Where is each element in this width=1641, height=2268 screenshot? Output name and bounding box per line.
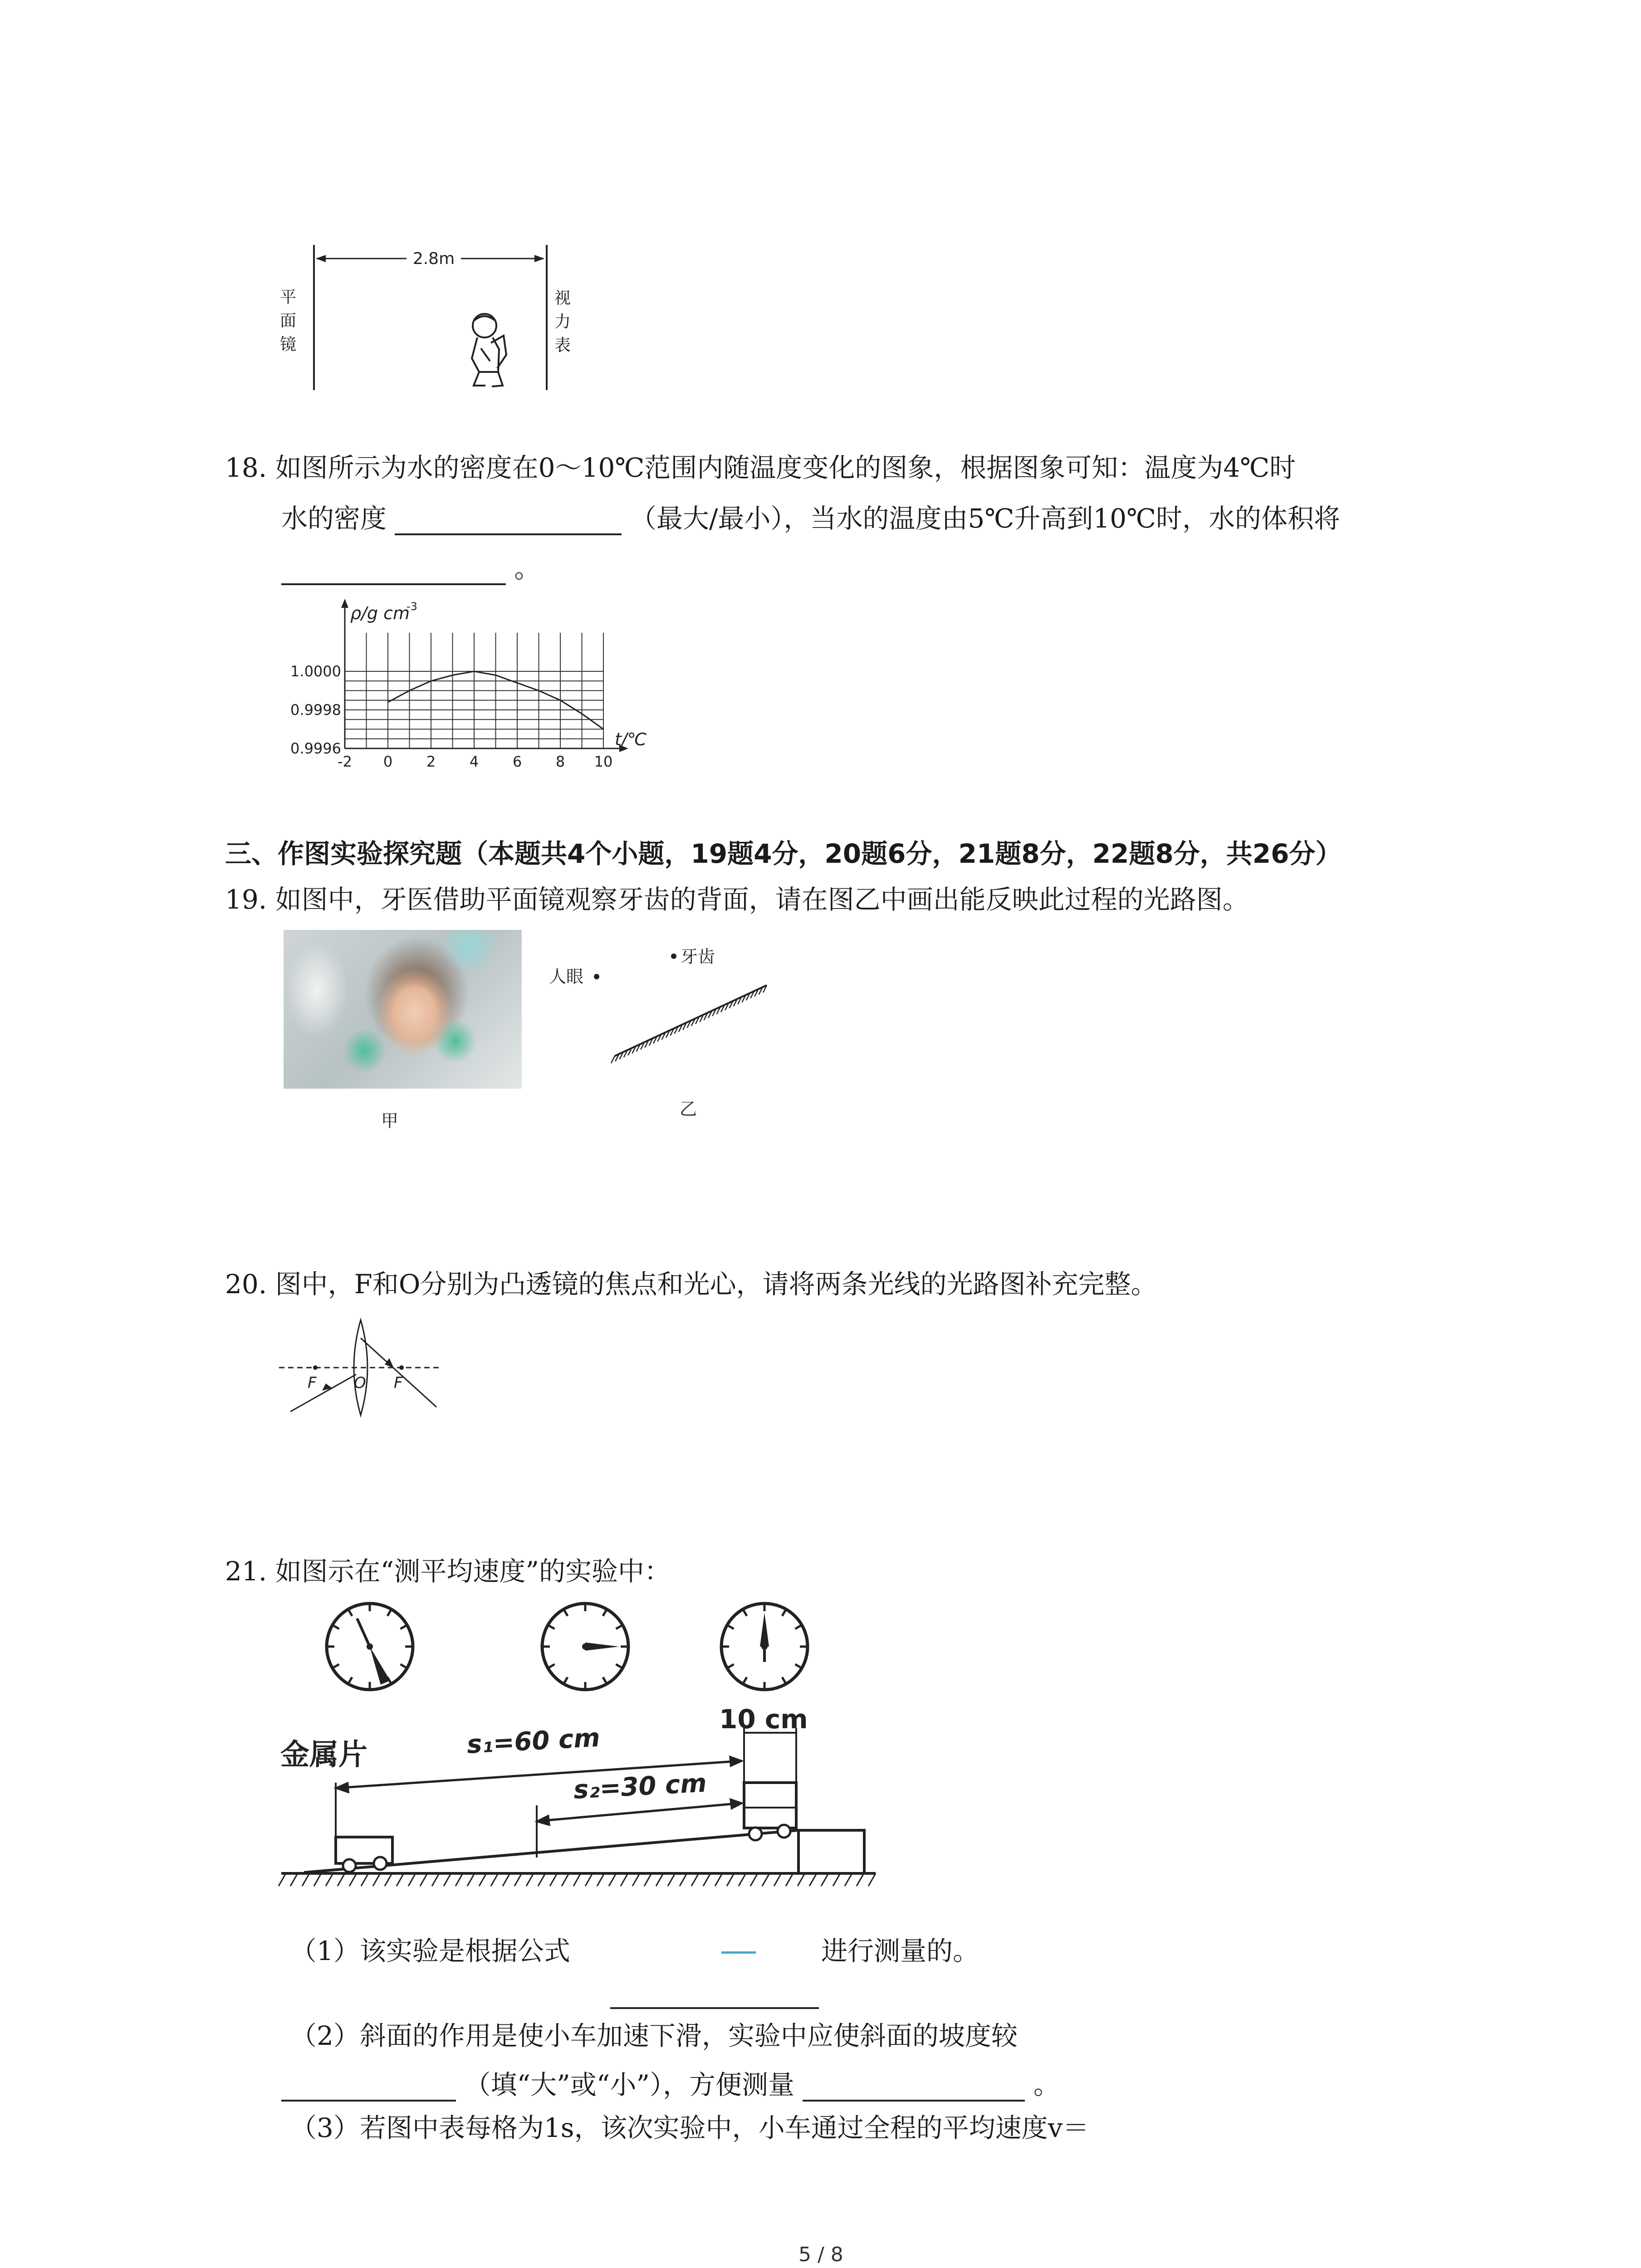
q21-part1-a: （1）该实验是根据公式 [290,1936,570,1966]
ray-arrow-1 [385,1358,394,1368]
y-axis-arrow [341,599,348,608]
eye-point [594,974,599,979]
stopwatch-icon [327,1603,413,1690]
mirror-label-char: 面 [279,312,296,330]
s1-label: s₁=60 cm [466,1723,601,1760]
label-f-right: F [394,1374,403,1392]
q18-line3 [281,552,540,585]
distance-label: 2.8m [412,249,455,268]
mirror-label-char: 平 [279,288,296,307]
formula-fraction-bar [721,1951,756,1954]
page-number: 5 / 8 [798,2243,843,2266]
eye-chart-label [551,287,574,357]
stopwatch-icon [542,1603,628,1690]
density-chart-svg [272,587,658,778]
s1-arrow-right-head [729,1755,744,1767]
q18-line2 [281,502,1340,535]
q21-part2-line2-a: （填“大”或“小”），方便测量 [464,2069,795,2100]
incline-svg [277,1592,889,1901]
eye-chart-label-char: 视 [554,289,571,308]
arrow-head-right [534,255,544,262]
mirror-label-char: 镜 [279,335,296,354]
q18-line3-end: 。 [514,553,541,584]
y-tick-label: 0.9996 [290,740,341,757]
q21-part2-line2-end: 。 [1033,2069,1060,2100]
q19-caption-b: 乙 [680,1099,697,1116]
ray-through-focus [361,1338,436,1407]
person-icon [472,314,506,386]
metal-piece-label: 金属片 [280,1738,367,1772]
focus-left [313,1365,318,1370]
density-chart [272,587,658,778]
arrow-head-left [316,255,326,262]
mirror-label [277,286,299,357]
y-tick-label: 1.0000 [290,663,341,680]
car-top-wheel [749,1828,762,1840]
q19-caption-a: 甲 [381,1111,399,1131]
x-tick-label: 2 [426,753,436,770]
q18-blank-1[interactable] [395,506,622,535]
car-top [744,1783,796,1828]
ground-hatch [279,1873,876,1886]
q18-line1: 18. 如图所示为水的密度在0～10℃范围内随温度变化的图象，根据图象可知：温度为4℃时 [225,452,1296,483]
car-bottom-wheel [343,1859,356,1872]
tooth-label: 牙齿 [681,947,715,967]
section3-title: 三、作图实验探究题（本题共4个小题，19题4分，20题6分，21题8分，22题8分，共26分） [225,838,1342,869]
q18-line2-b: （最大/最小），当水的温度由5℃升高到10℃时，水的体积将 [630,503,1340,534]
q19-text: 19. 如图中，牙医借助平面镜观察牙齿的背面，请在图乙中画出能反映此过程的光路图。 [225,884,1249,915]
s2-label: s₂=30 cm [573,1768,708,1805]
q21-blank-1[interactable] [610,2007,819,2009]
label-f-left: F [308,1374,317,1392]
y-tick-label: 0.9998 [290,701,341,719]
q18-line2-a: 水的密度 [281,503,387,534]
q19-svg [540,934,785,1116]
s2-arrow-right-head [730,1798,744,1810]
lens-svg [272,1311,454,1420]
q21-part2-line2 [281,2068,1060,2102]
dentist-photo [284,930,522,1089]
incline-support-block [798,1830,864,1873]
chart-ylabel-exponent: -3 [407,600,417,613]
ray-lower [290,1374,356,1412]
ray-arrow-2 [322,1383,332,1391]
x-tick-label: 0 [383,753,393,770]
q21-part1 [290,1935,570,1968]
fig17-svg [272,236,572,399]
s2-arrow [537,1803,742,1821]
ten-cm-label: 10 cm [719,1704,808,1735]
q21-part3: （3）若图中表每格为1s，该次实验中，小车通过全程的平均速度v＝ [290,2112,1089,2143]
x-tick-label: -2 [338,753,352,770]
tooth-point [671,953,676,959]
lens-diagram [272,1311,454,1420]
chart-xlabel: t/℃ [615,729,647,749]
label-o: O [354,1374,366,1392]
chart-ylabel: ρ/g cm [350,603,410,623]
q20-text: 20. 图中，F和O分别为凸透镜的焦点和光心，请将两条光线的光路图补充完整。 [225,1269,1157,1300]
q21-blank-3[interactable] [803,2072,1025,2102]
q21-blank-2[interactable] [281,2072,456,2102]
q21-part1-b: 进行测量的。 [821,1936,980,1966]
q18-blank-2[interactable] [281,556,506,585]
eye-chart-label-char: 表 [554,336,571,355]
x-tick-label: 10 [594,753,613,770]
q21-part2-line1: （2）斜面的作用是使小车加速下滑，实验中应使斜面的坡度较 [290,2020,1018,2051]
incline-experiment [277,1592,889,1901]
eye-chart-label-char: 力 [554,313,571,331]
x-tick-label: 6 [512,753,522,770]
focus-right [399,1365,404,1370]
fig17-mirror-diagram [272,236,572,399]
car-bottom-wheel [374,1857,387,1870]
q19-diagram [540,934,785,1116]
x-tick-label: 8 [555,753,565,770]
stopwatch-icon [721,1603,808,1690]
car-top-wheel [778,1825,790,1838]
q21-text: 21. 如图示在“测平均速度”的实验中： [225,1556,671,1587]
eye-label: 人眼 [549,967,584,987]
x-tick-label: 4 [469,753,479,770]
